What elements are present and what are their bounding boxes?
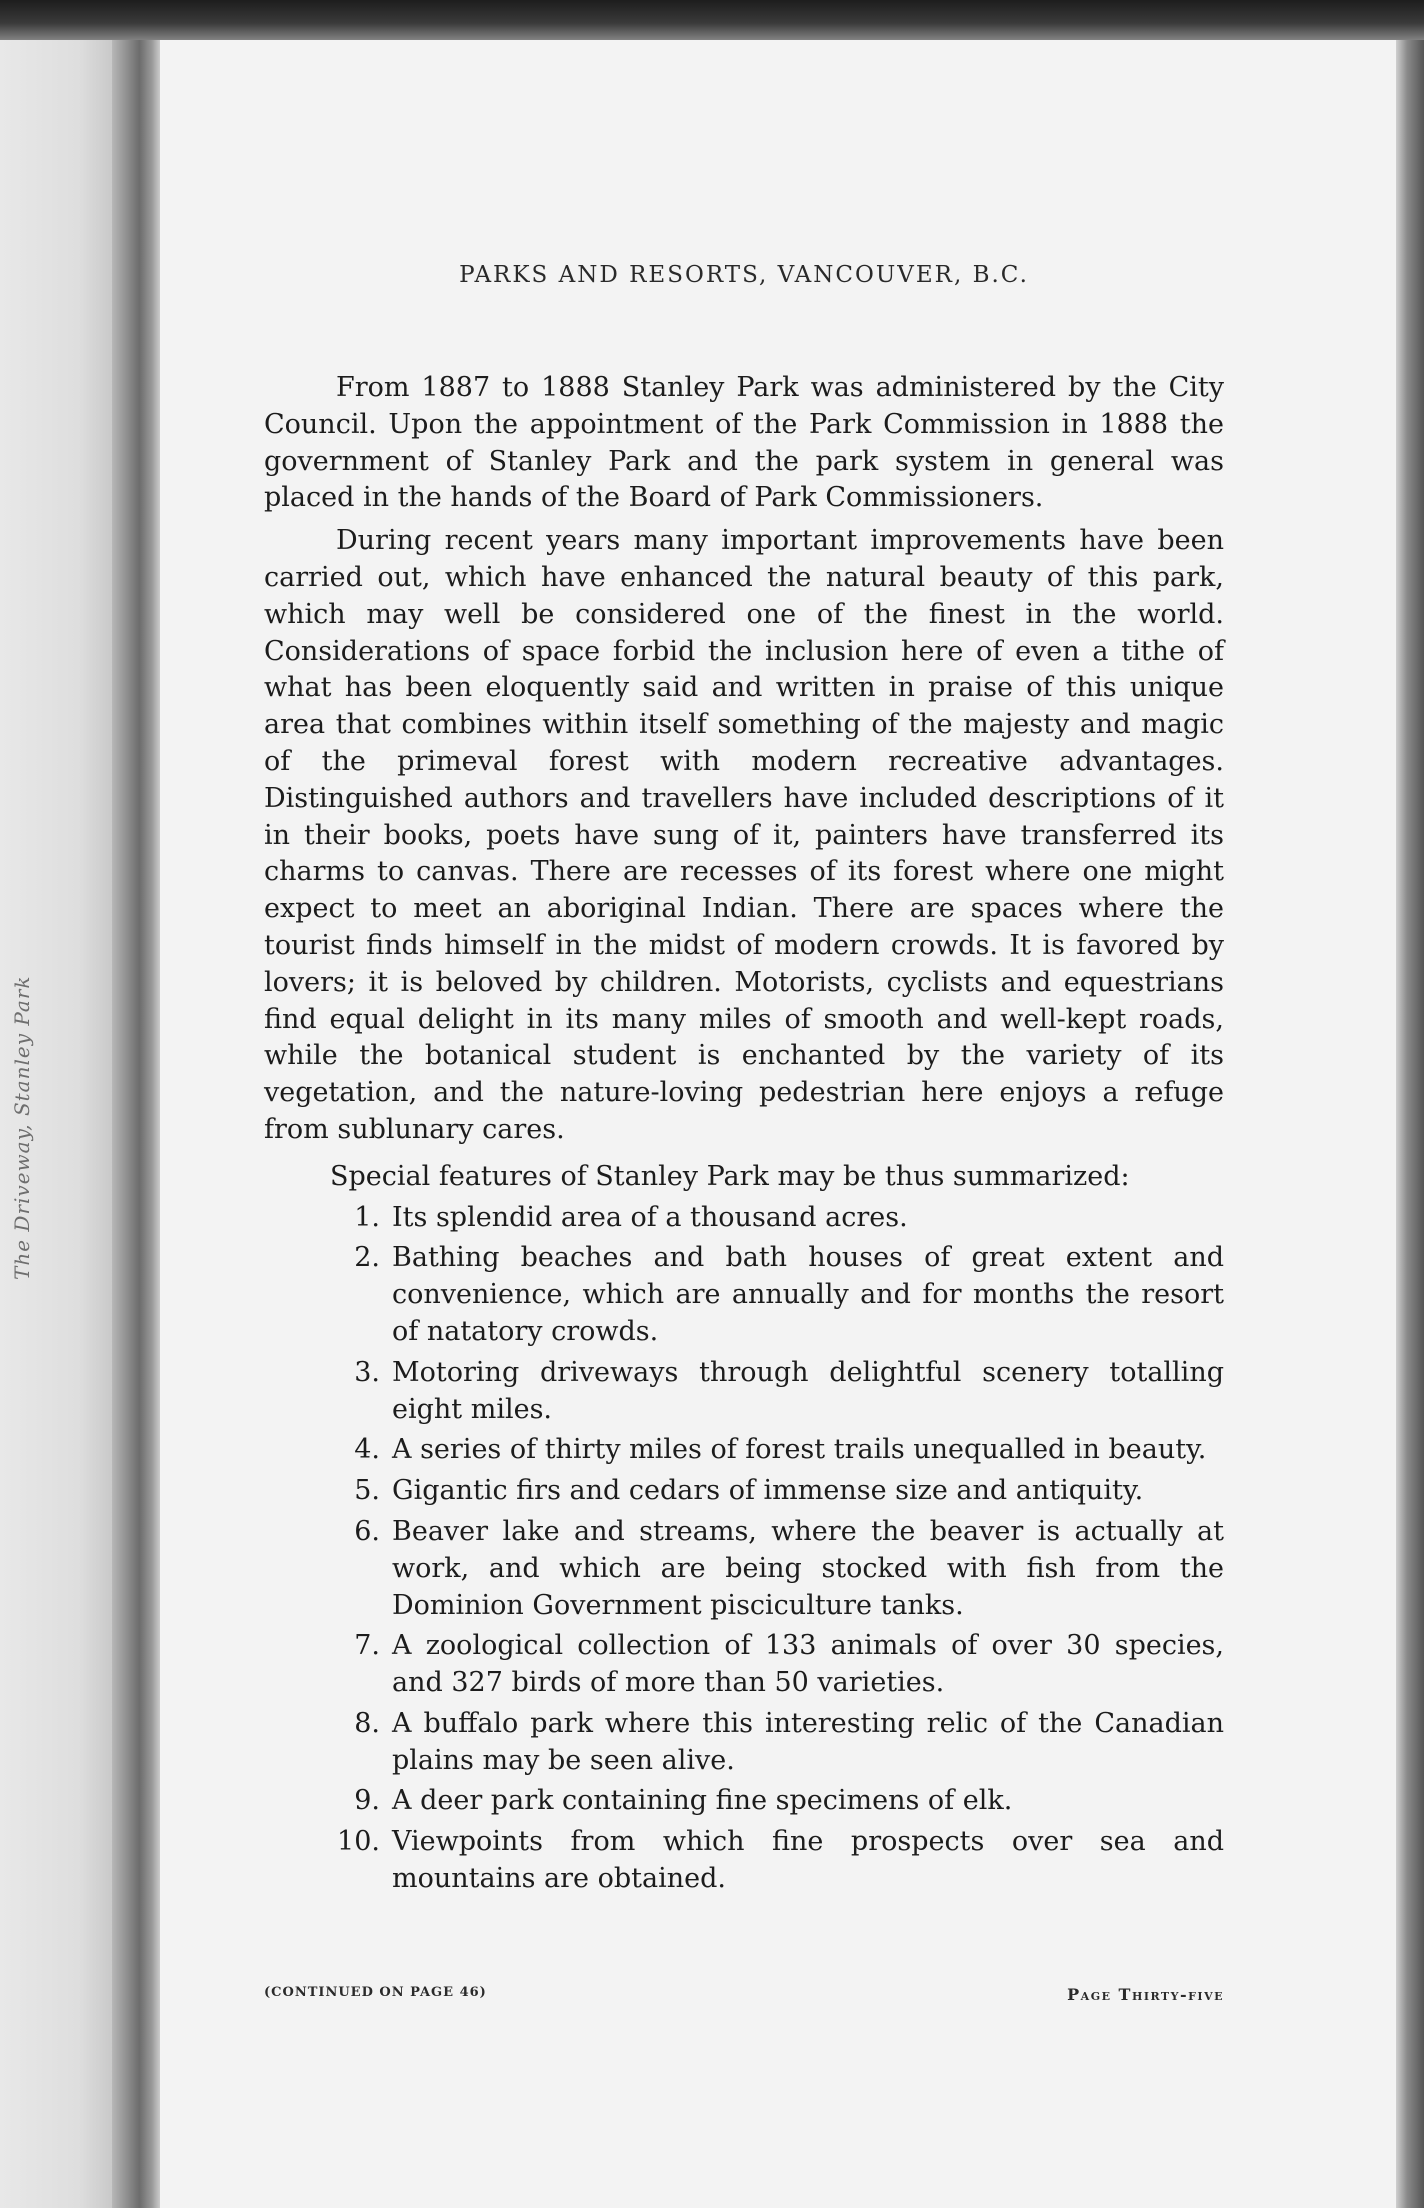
item-text: A zoological collection of 133 animals of over 30 species, and 327 birds of more than 50 varieties. — [392, 1630, 1224, 1699]
item-text: A deer park containing fine specimens of elk. — [392, 1785, 1013, 1817]
item-number: 2. — [354, 1242, 380, 1274]
item-text: Bathing beaches and bath houses of great extent and convenience, which are annually and for months the resort of natatory crowds. — [392, 1242, 1224, 1347]
list-item — [264, 1355, 1224, 1429]
spine-caption: The Driveway, Stanley Park — [10, 975, 34, 1280]
item-number: 5. — [354, 1475, 380, 1507]
item-number: 6. — [354, 1515, 380, 1547]
features-intro: Special features of Stanley Park may be thus summarized: — [330, 1160, 1130, 1192]
book-gutter — [112, 40, 162, 2208]
list-item — [264, 1240, 1224, 1350]
running-head: PARKS AND RESORTS, VANCOUVER, B.C. — [459, 262, 1029, 288]
item-text: Motoring driveways through delightful scenery totalling eight miles. — [392, 1356, 1224, 1425]
item-number: 7. — [354, 1630, 380, 1662]
item-number: 3. — [354, 1356, 380, 1388]
item-number: 4. — [354, 1434, 380, 1466]
list-item — [264, 1824, 1224, 1898]
features-list — [264, 1200, 1224, 1898]
list-item — [264, 1473, 1224, 1510]
item-text: A buffalo park where this interesting relic of the Canadian plains may be seen alive. — [392, 1707, 1224, 1776]
paragraph: During recent years many important improvements have been carried out, which have enhanced the natural beauty of this park, which may well be considered one of the finest in the world. Considerations of space forbid the inclusion here of even a tithe of what has been eloquently said and written in praise of this unique area that combines within itself something of the majesty and magic of the primeval forest with modern recreative advantages. Distinguished authors and travellers have included descriptions of it in their books, poets have sung of it, painters have transferred its charms to canvas. There are recesses of its forest where one might expect to meet an aboriginal Indian. There are spaces where the tourist finds himself in the midst of modern crowds. It is favored by lovers; it is beloved by children. Motorists, cyclists and equestrians find equal delight in its many miles of smooth and well-kept roads, while the botanical student is enchanted by the variety of its vegetation, and the nature-loving pedestrian here enjoys a refuge from sublunary cares. — [264, 525, 1224, 1145]
list-item — [264, 1514, 1224, 1624]
item-number: 1. — [354, 1201, 380, 1233]
list-item — [264, 1783, 1224, 1820]
list-item — [264, 1432, 1224, 1469]
item-text: Its splendid area of a thousand acres. — [392, 1201, 908, 1233]
item-text: Beaver lake and streams, where the beaver is actually at work, and which are being stocked with fish from the Dominion Government pisciculture tanks. — [392, 1515, 1224, 1621]
item-number: 10. — [337, 1826, 380, 1858]
list-item — [264, 1628, 1224, 1702]
scan-right-edge — [1396, 40, 1424, 2208]
list-item — [264, 1200, 1224, 1237]
body-text — [264, 370, 1224, 1902]
list-item — [264, 1706, 1224, 1780]
page-footer — [264, 1985, 1224, 2011]
facing-page — [0, 40, 112, 2208]
item-text: Viewpoints from which fine prospects over sea and mountains are obtained. — [392, 1826, 1224, 1895]
book-page — [160, 40, 1396, 2208]
item-number: 9. — [354, 1785, 380, 1817]
item-text: Gigantic firs and cedars of immense size and antiquity. — [392, 1475, 1144, 1507]
item-number: 8. — [354, 1707, 380, 1739]
continued-note: (CONTINUED ON PAGE 46) — [264, 1985, 487, 2000]
scan-top-edge — [0, 0, 1424, 42]
item-text: A series of thirty miles of forest trails unequalled in beauty. — [392, 1434, 1207, 1466]
paragraph: From 1887 to 1888 Stanley Park was administered by the City Council. Upon the appointment of the Park Commission in 1888 the government of Stanley Park and the park system in general was placed in the hands of the Board of Park Commissioners. — [264, 372, 1224, 514]
page-number: Page Thirty-five — [1067, 1985, 1224, 2004]
